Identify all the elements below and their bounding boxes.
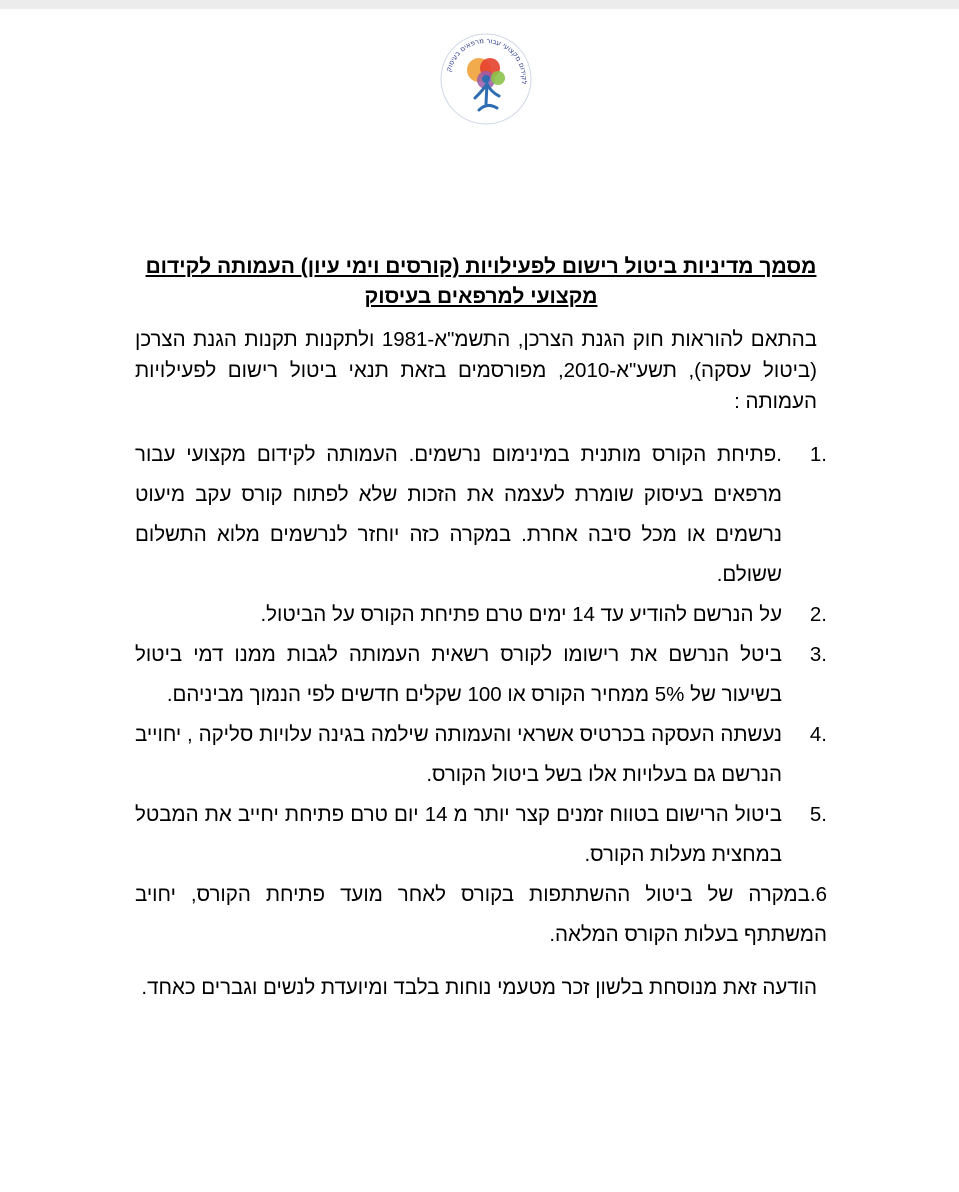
item-text: על הנרשם להודיע עד 14 ימים טרם פתיחת הקורס על הביטול. (260, 603, 782, 626)
item-number: 1. (809, 443, 827, 466)
list-item (135, 875, 827, 955)
title-line-1: מסמך מדיניות ביטול רישום לפעילויות (קורסים וימי עיון) העמותה לקידום (145, 255, 817, 278)
gender-note: הודעה זאת מנוסחת בלשון זכר מטעמי נוחות בלבד ומיועדת לנשים וגברים כאחד. (141, 976, 817, 999)
list-item (135, 595, 827, 635)
list-item (135, 435, 827, 595)
list-item (135, 635, 827, 715)
item-number: 3. (809, 643, 827, 666)
organization-logo (439, 32, 533, 126)
item-text: .פתיחת הקורס מותנית במינימום נרשמים. העמותה לקידום מקצועי עבור מרפאים בעיסוק שומרת לעצמה את הזכות שלא לפתוח קורס עקב מיעוט נרשמים או מכל סיבה אחרת. במקרה כזה יוחזר לנרשמים מלוא התשלום ששולם. (135, 443, 782, 586)
title-line-2: מקצועי למרפאים בעיסוק (364, 285, 598, 308)
item-number: 4. (809, 723, 827, 746)
item-number: 5. (809, 803, 827, 826)
item-number: 2. (809, 603, 827, 626)
item-text: במקרה של ביטול ההשתתפות בקורס לאחר מועד פתיחת הקורס, יחויב המשתתף בעלות הקורס המלאה. (135, 883, 827, 946)
document-body (135, 252, 827, 1003)
intro-paragraph: בהתאם להוראות חוק הגנת הצרכן, התשמ"א-1981 ולתקנות תקנות הגנת הצרכן (ביטול עסקה), תשע"א-2010, מפורסמים בזאת תנאי ביטול רישום לפעילויות העמותה : (135, 328, 817, 413)
item-text: ביטל הנרשם את רישומו לקורס רשאית העמותה לגבות ממנו דמי ביטול בשיעור של 5% ממחיר הקורס או 100 שקלים חדשים לפי הנמוך מביניהם. (135, 643, 782, 706)
logo-circle-green (491, 71, 505, 85)
item-text: ביטול הרישום בטווח זמנים קצר יותר מ 14 יום טרם פתיחת יחייב את המבטל במחצית מעלות הקורס. (135, 803, 782, 866)
top-bar (0, 0, 959, 9)
logo-ring-text: לקידום מקצועי עבור מרפאים בעיסוק (444, 36, 529, 85)
item-text: נעשתה העסקה בכרטיס אשראי והעמותה שילמה בגינה עלויות סליקה , יחוייב הנרשם גם בעלויות אלו בשל ביטול הקורס. (135, 723, 782, 786)
document-title (135, 252, 827, 312)
cancellation-terms-list (135, 435, 827, 955)
list-item (135, 795, 827, 875)
item-number: 6. (809, 883, 827, 906)
list-item (135, 715, 827, 795)
